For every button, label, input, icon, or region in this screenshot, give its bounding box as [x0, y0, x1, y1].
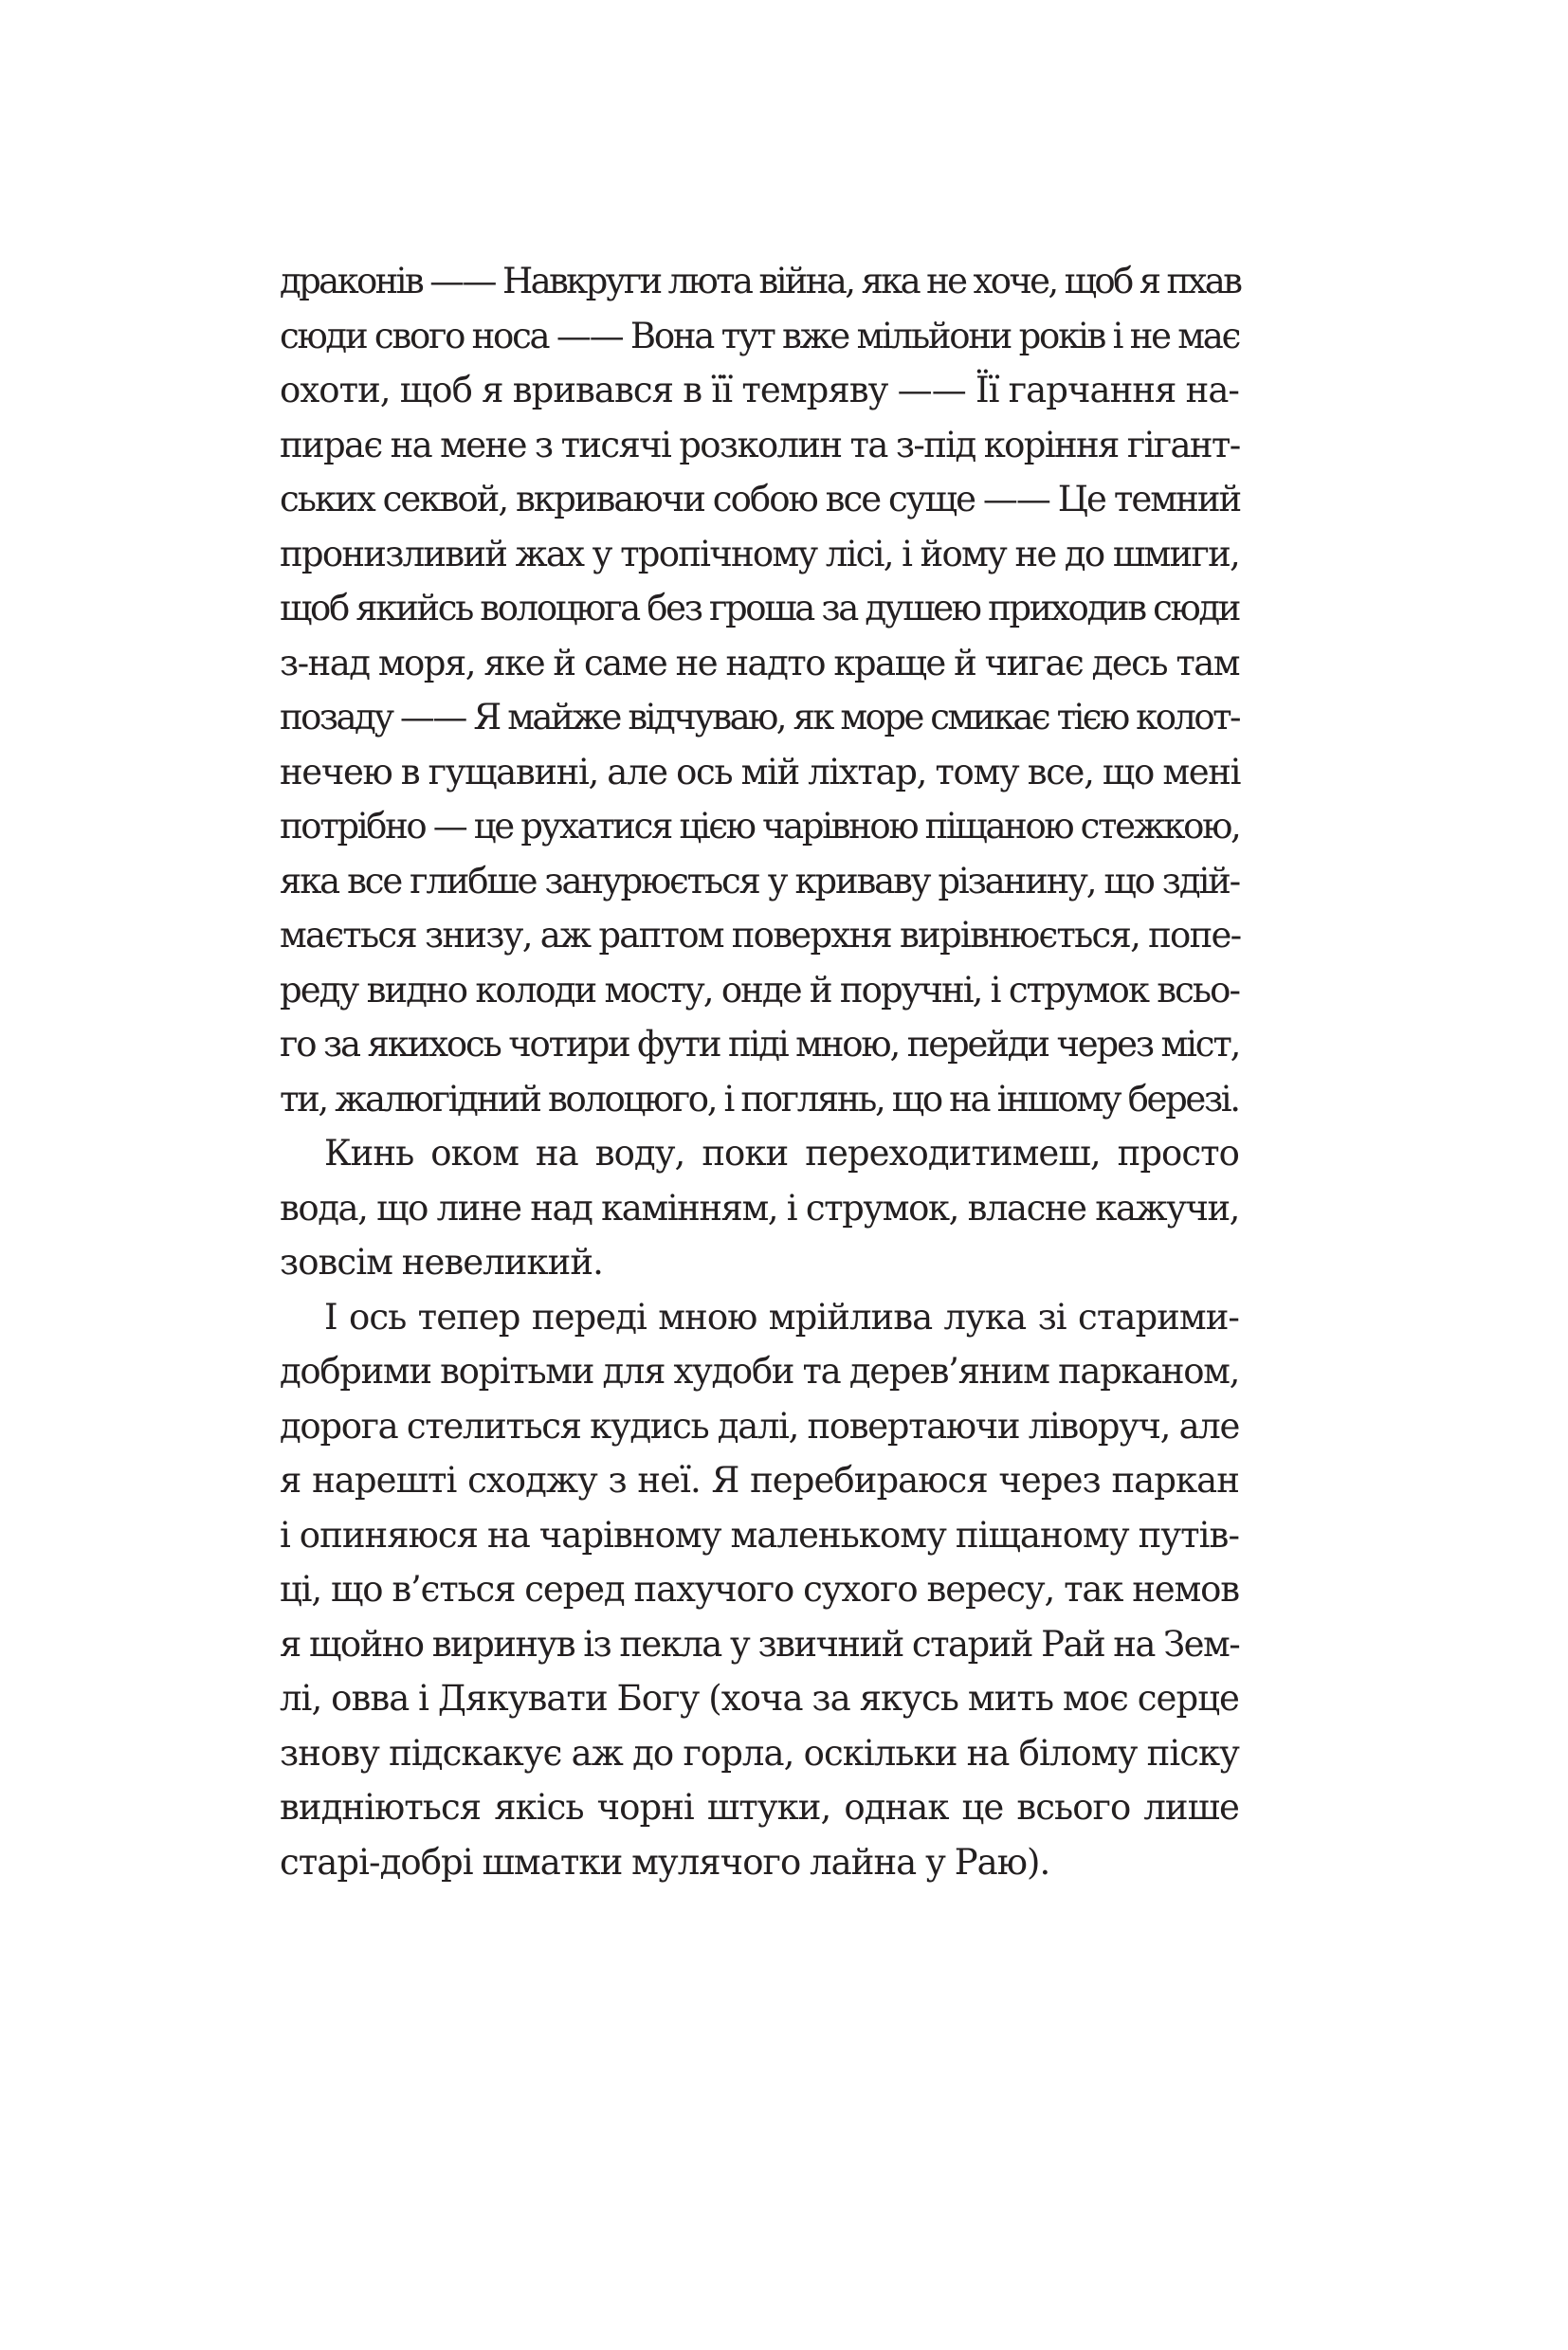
text-line: нечею в гущавині, але ось мій ліхтар, тому все, що мені	[280, 751, 1241, 792]
text-line: ці, що в’ється серед пахучого сухого вересу, так немов	[280, 1569, 1239, 1610]
text-line: дорога стелиться кудись далі, повертаючи ліворуч, але	[280, 1405, 1239, 1447]
text-line: І ось тепер переді мною мрійлива лука зі старими-	[324, 1296, 1239, 1338]
text-line: старі-добрі шматки мулячого лайна у Раю).	[280, 1841, 1050, 1883]
text-line: з-над моря, яке й саме не надто краще й чигає десь там	[280, 642, 1239, 683]
text-line: добрими ворітьми для худоби та дерев’яним парканом,	[280, 1351, 1239, 1392]
text-line: знову підскакує аж до горла, оскільки на білому піску	[280, 1732, 1239, 1774]
text-line: ти, жалюгідний волоцюго, і поглянь, що на іншому березі.	[280, 1078, 1239, 1120]
text-line: я щойно виринув із пекла у звичний старий Рай на Зем-	[280, 1623, 1240, 1665]
text-line: я нарешті сходжу з неї. Я перебираюся через паркан	[280, 1460, 1239, 1501]
text-line: драконів —— Навкруги люта війна, яка не хоче, щоб я пхав	[280, 261, 1241, 301]
text-line: пронизливий жах у тропічному лісі, і йому не до шмиги,	[280, 533, 1239, 574]
text-line: вода, що лине над камінням, і струмок, власне кажучи,	[280, 1187, 1239, 1229]
text-line: реду видно колоди мосту, онде й поручні, і струмок всьо-	[280, 969, 1239, 1011]
text-line: потрібно — це рухатися цією чарівною піщаною стежкою,	[280, 806, 1240, 847]
text-line: щоб якийсь волоцюга без гроша за душею приходив сюди	[280, 588, 1240, 628]
text-line: охоти, щоб я вривався в її темряву —— Її гарчання на-	[280, 370, 1239, 410]
text-line: пирає на мене з тисячі розколин та з-під коріння гігант-	[280, 424, 1240, 465]
text-line: яка все глибше занурюється у криваву різанину, що здій-	[280, 860, 1239, 902]
text-line: Кинь оком на воду, поки переходитимеш, просто	[324, 1133, 1239, 1174]
text-line: лі, овва і Дякувати Богу (хоча за якусь мить моє серце	[280, 1678, 1239, 1719]
text-line: сюди свого носа —— Вона тут вже мільйони років і не має	[280, 315, 1240, 356]
text-line: зовсім невеликий.	[280, 1242, 603, 1283]
text-line: позаду —— Я майже відчуваю, як море смикає тією колот-	[280, 697, 1239, 738]
text-line: і опиняюся на чарівному маленькому піщаному путів-	[280, 1514, 1239, 1556]
text-line: видніються якісь чорні штуки, однак це всього лише	[280, 1787, 1239, 1828]
paragraph-2	[280, 1126, 1239, 1290]
page-body-text	[280, 254, 1239, 1889]
text-line: го за якихось чотири фути піді мною, перейди через міст,	[280, 1024, 1240, 1065]
paragraph-1	[280, 254, 1239, 1126]
text-line: ських секвой, вкриваючи собою все суще —— Це темний	[280, 479, 1241, 519]
text-line: мається знизу, аж раптом поверхня вирівнюється, попе-	[280, 915, 1241, 956]
paragraph-3	[280, 1290, 1239, 1890]
